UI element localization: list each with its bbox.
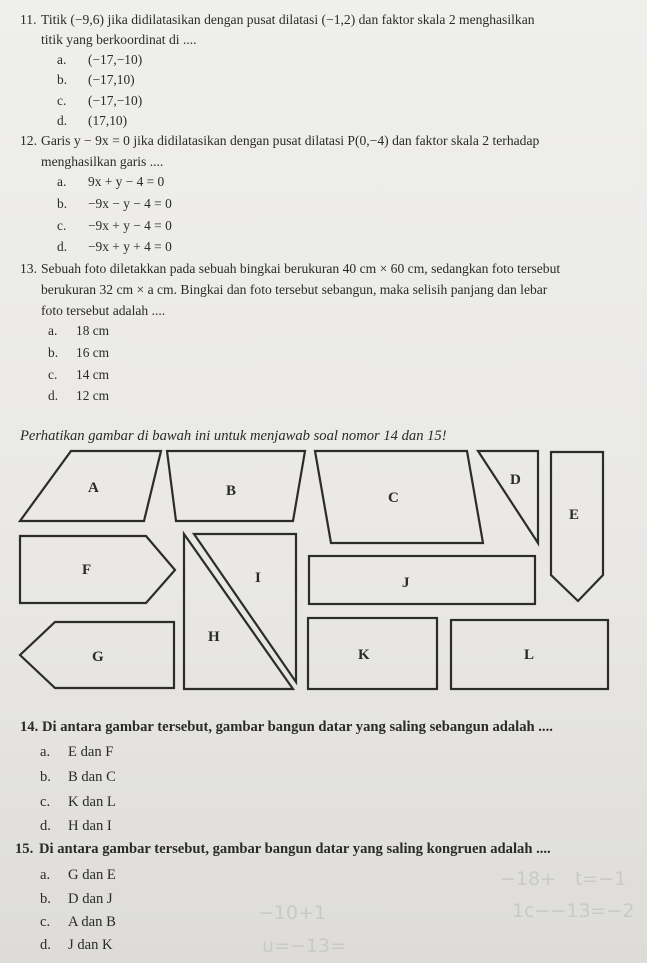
q12-option-a-letter: a. — [57, 174, 67, 189]
q15-option-d: J dan K — [68, 937, 113, 953]
scribble-3: −10+1 — [258, 902, 327, 924]
q14-option-c: K dan L — [68, 794, 116, 810]
q11-option-b: (−17,10) — [88, 72, 135, 87]
q11-option-c-letter: c. — [57, 93, 67, 108]
q15-option-d-letter: d. — [40, 937, 51, 953]
q11-number: 11. — [20, 12, 37, 27]
label-f: F — [82, 562, 92, 578]
q13-option-c: 14 cm — [76, 367, 110, 382]
scribble-5: u=−13= — [262, 935, 346, 957]
label-e: E — [569, 507, 580, 523]
q14-option-b-letter: b. — [40, 769, 51, 785]
scribble-4: 1c−−13=−2 — [512, 900, 635, 922]
q11-option-c: (−17,−10) — [88, 93, 143, 108]
q12-option-b-letter: b. — [57, 196, 68, 211]
q12-text-line2: menghasilkan garis .... — [41, 154, 164, 169]
label-g: G — [92, 649, 104, 665]
q15-option-b-letter: b. — [40, 891, 51, 907]
q15-number: 15. — [15, 841, 34, 857]
scribble-2: t=−1 — [575, 868, 627, 890]
q11-text-line2: titik yang berkoordinat di .... — [41, 32, 197, 47]
q12-option-d: −9x + y + 4 = 0 — [88, 239, 172, 254]
label-j: J — [402, 575, 410, 591]
label-h: H — [208, 629, 220, 645]
q13-number: 13. — [20, 261, 37, 276]
q11-option-a: (−17,−10) — [88, 52, 143, 67]
q12-number: 12. — [20, 133, 37, 148]
q14-option-a-letter: a. — [40, 744, 51, 760]
q13-option-a-letter: a. — [48, 323, 58, 338]
q15-option-a: G dan E — [68, 867, 116, 883]
q13-text-line3: foto tersebut adalah .... — [41, 303, 166, 318]
q14-number: 14. — [20, 719, 39, 735]
q13-option-c-letter: c. — [48, 367, 58, 382]
q12-option-c: −9x + y − 4 = 0 — [88, 218, 172, 233]
q12-option-c-letter: c. — [57, 218, 67, 233]
label-l: L — [524, 647, 535, 663]
label-b: B — [226, 483, 237, 499]
label-a: A — [88, 480, 99, 496]
q11-option-b-letter: b. — [57, 72, 68, 87]
q14-option-c-letter: c. — [40, 794, 51, 810]
q15-option-a-letter: a. — [40, 867, 51, 883]
q12-option-b: −9x − y − 4 = 0 — [88, 196, 172, 211]
q13-option-b-letter: b. — [48, 345, 59, 360]
q12-option-a: 9x + y − 4 = 0 — [88, 174, 165, 189]
q11-option-d: (17,10) — [88, 113, 128, 128]
q13-option-d: 12 cm — [76, 388, 110, 403]
label-i: I — [255, 570, 261, 586]
q12-text-line1: Garis y − 9x = 0 jika didilatasikan dengan pusat dilatasi P(0,−4) dan faktor skala 2 terhadap — [41, 133, 540, 148]
q15-option-c: A dan B — [68, 914, 116, 930]
scribble-1: −18+ — [500, 868, 557, 890]
q13-option-b: 16 cm — [76, 345, 110, 360]
q13-text-line2: berukuran 32 cm × a cm. Bingkai dan foto tersebut sebangun, maka selisih panjang dan lebar — [41, 282, 548, 297]
q13-text-line1: Sebuah foto diletakkan pada sebuah bingkai berukuran 40 cm × 60 cm, sedangkan foto tersebut — [41, 261, 561, 276]
figure-instruction: Perhatikan gambar di bawah ini untuk menjawab soal nomor 14 dan 15! — [20, 428, 447, 444]
q11-option-a-letter: a. — [57, 52, 67, 67]
q14-text: Di antara gambar tersebut, gambar bangun datar yang saling sebangun adalah .... — [42, 719, 553, 735]
q13-option-a: 18 cm — [76, 323, 110, 338]
q15-option-c-letter: c. — [40, 914, 51, 930]
q13-option-d-letter: d. — [48, 388, 59, 403]
q11-option-d-letter: d. — [57, 113, 68, 128]
q14-option-b: B dan C — [68, 769, 116, 785]
q12-option-d-letter: d. — [57, 239, 68, 254]
q14-option-d-letter: d. — [40, 818, 51, 834]
label-k: K — [358, 647, 370, 663]
q11-text-line1: Titik (−9,6) jika didilatasikan dengan pusat dilatasi (−1,2) dan faktor skala 2 menghasilkan — [41, 12, 535, 27]
label-d: D — [510, 472, 521, 488]
q14-option-a: E dan F — [68, 744, 114, 760]
q15-text: Di antara gambar tersebut, gambar bangun datar yang saling kongruen adalah .... — [39, 841, 551, 857]
label-c: C — [388, 490, 399, 506]
q14-option-d: H dan I — [68, 818, 112, 834]
q15-option-b: D dan J — [68, 891, 113, 907]
